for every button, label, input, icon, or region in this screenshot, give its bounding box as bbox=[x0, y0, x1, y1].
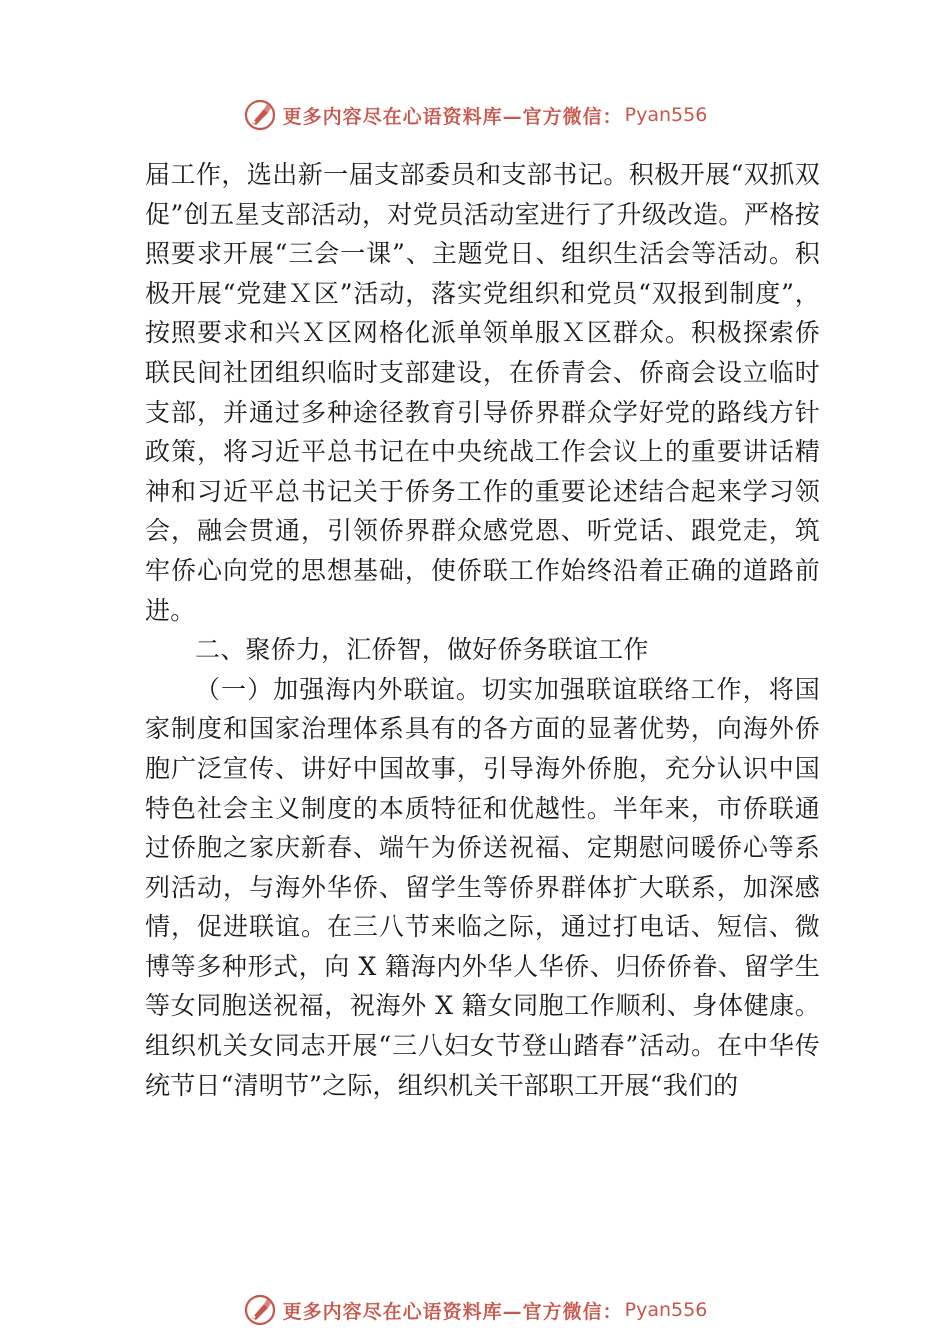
watermark-text: 更多内容尽在心语资料库—官方微信： bbox=[282, 105, 623, 128]
section-heading: 二、聚侨力，汇侨智，做好侨务联谊工作 bbox=[195, 635, 649, 665]
watermark-text: 更多内容尽在心语资料库—官方微信： bbox=[282, 1300, 623, 1323]
document-body bbox=[145, 155, 820, 1105]
watermark-wechat-id: Pyan556 bbox=[624, 1299, 708, 1321]
watermark-wechat-id: Pyan556 bbox=[624, 104, 708, 126]
watermark-header bbox=[0, 95, 950, 135]
pen-nib-circle-icon bbox=[243, 98, 277, 132]
paragraph-1: 届工作，选出新一届支部委员和支部书记。积极开展“双抓双促”创五星支部活动，对党员活动室进行了升级改造。严格按照要求开展“三会一课”、主题党日、组织生活会等活动。积极开展“党建Ｘ区”活动，落实党组织和党员“双报到制度”，按照要求和兴Ｘ区网格化派单领单服Ｘ区群众。积极探索侨联民间社团组织临时支部建设，在侨青会、侨商会设立临时支部，并通过多种途径教育引导侨界群众学好党的路线方针政策，将习近平总书记在中央统战工作会议上的重要讲话精神和习近平总书记关于侨务工作的重要论述结合起来学习领会，融会贯通，引领侨界群众感党恩、听党话、跟党走，筑牢侨心向党的思想基础，使侨联工作始终沿着正确的道路前进。 bbox=[145, 160, 820, 625]
paragraph-2: （一）加强海内外联谊。切实加强联谊联络工作，将国家制度和国家治理体系具有的各方面的显著优势，向海外侨胞广泛宣传、讲好中国故事，引导海外侨胞，充分认识中国特色社会主义制度的本质特征和优越性。半年来，市侨联通过侨胞之家庆新春、端午为侨送祝福、定期慰问暖侨心等系列活动，与海外华侨、留学生等侨界群体扩大联系，加深感情，促进联谊。在三八节来临之际，通过打电话、短信、微博等多种形式，向 X 籍海内外华人华侨、归侨侨眷、留学生等女同胞送祝福，祝海外 X 籍女同胞工作顺利、身体健康。组织机关女同志开展“三八妇女节登山踏春”活动。在中华传统节日“清明节”之际，组织机关干部职工开展“我们的 bbox=[145, 674, 820, 1100]
pen-nib-circle-icon bbox=[243, 1293, 277, 1327]
watermark-footer bbox=[0, 1290, 950, 1330]
